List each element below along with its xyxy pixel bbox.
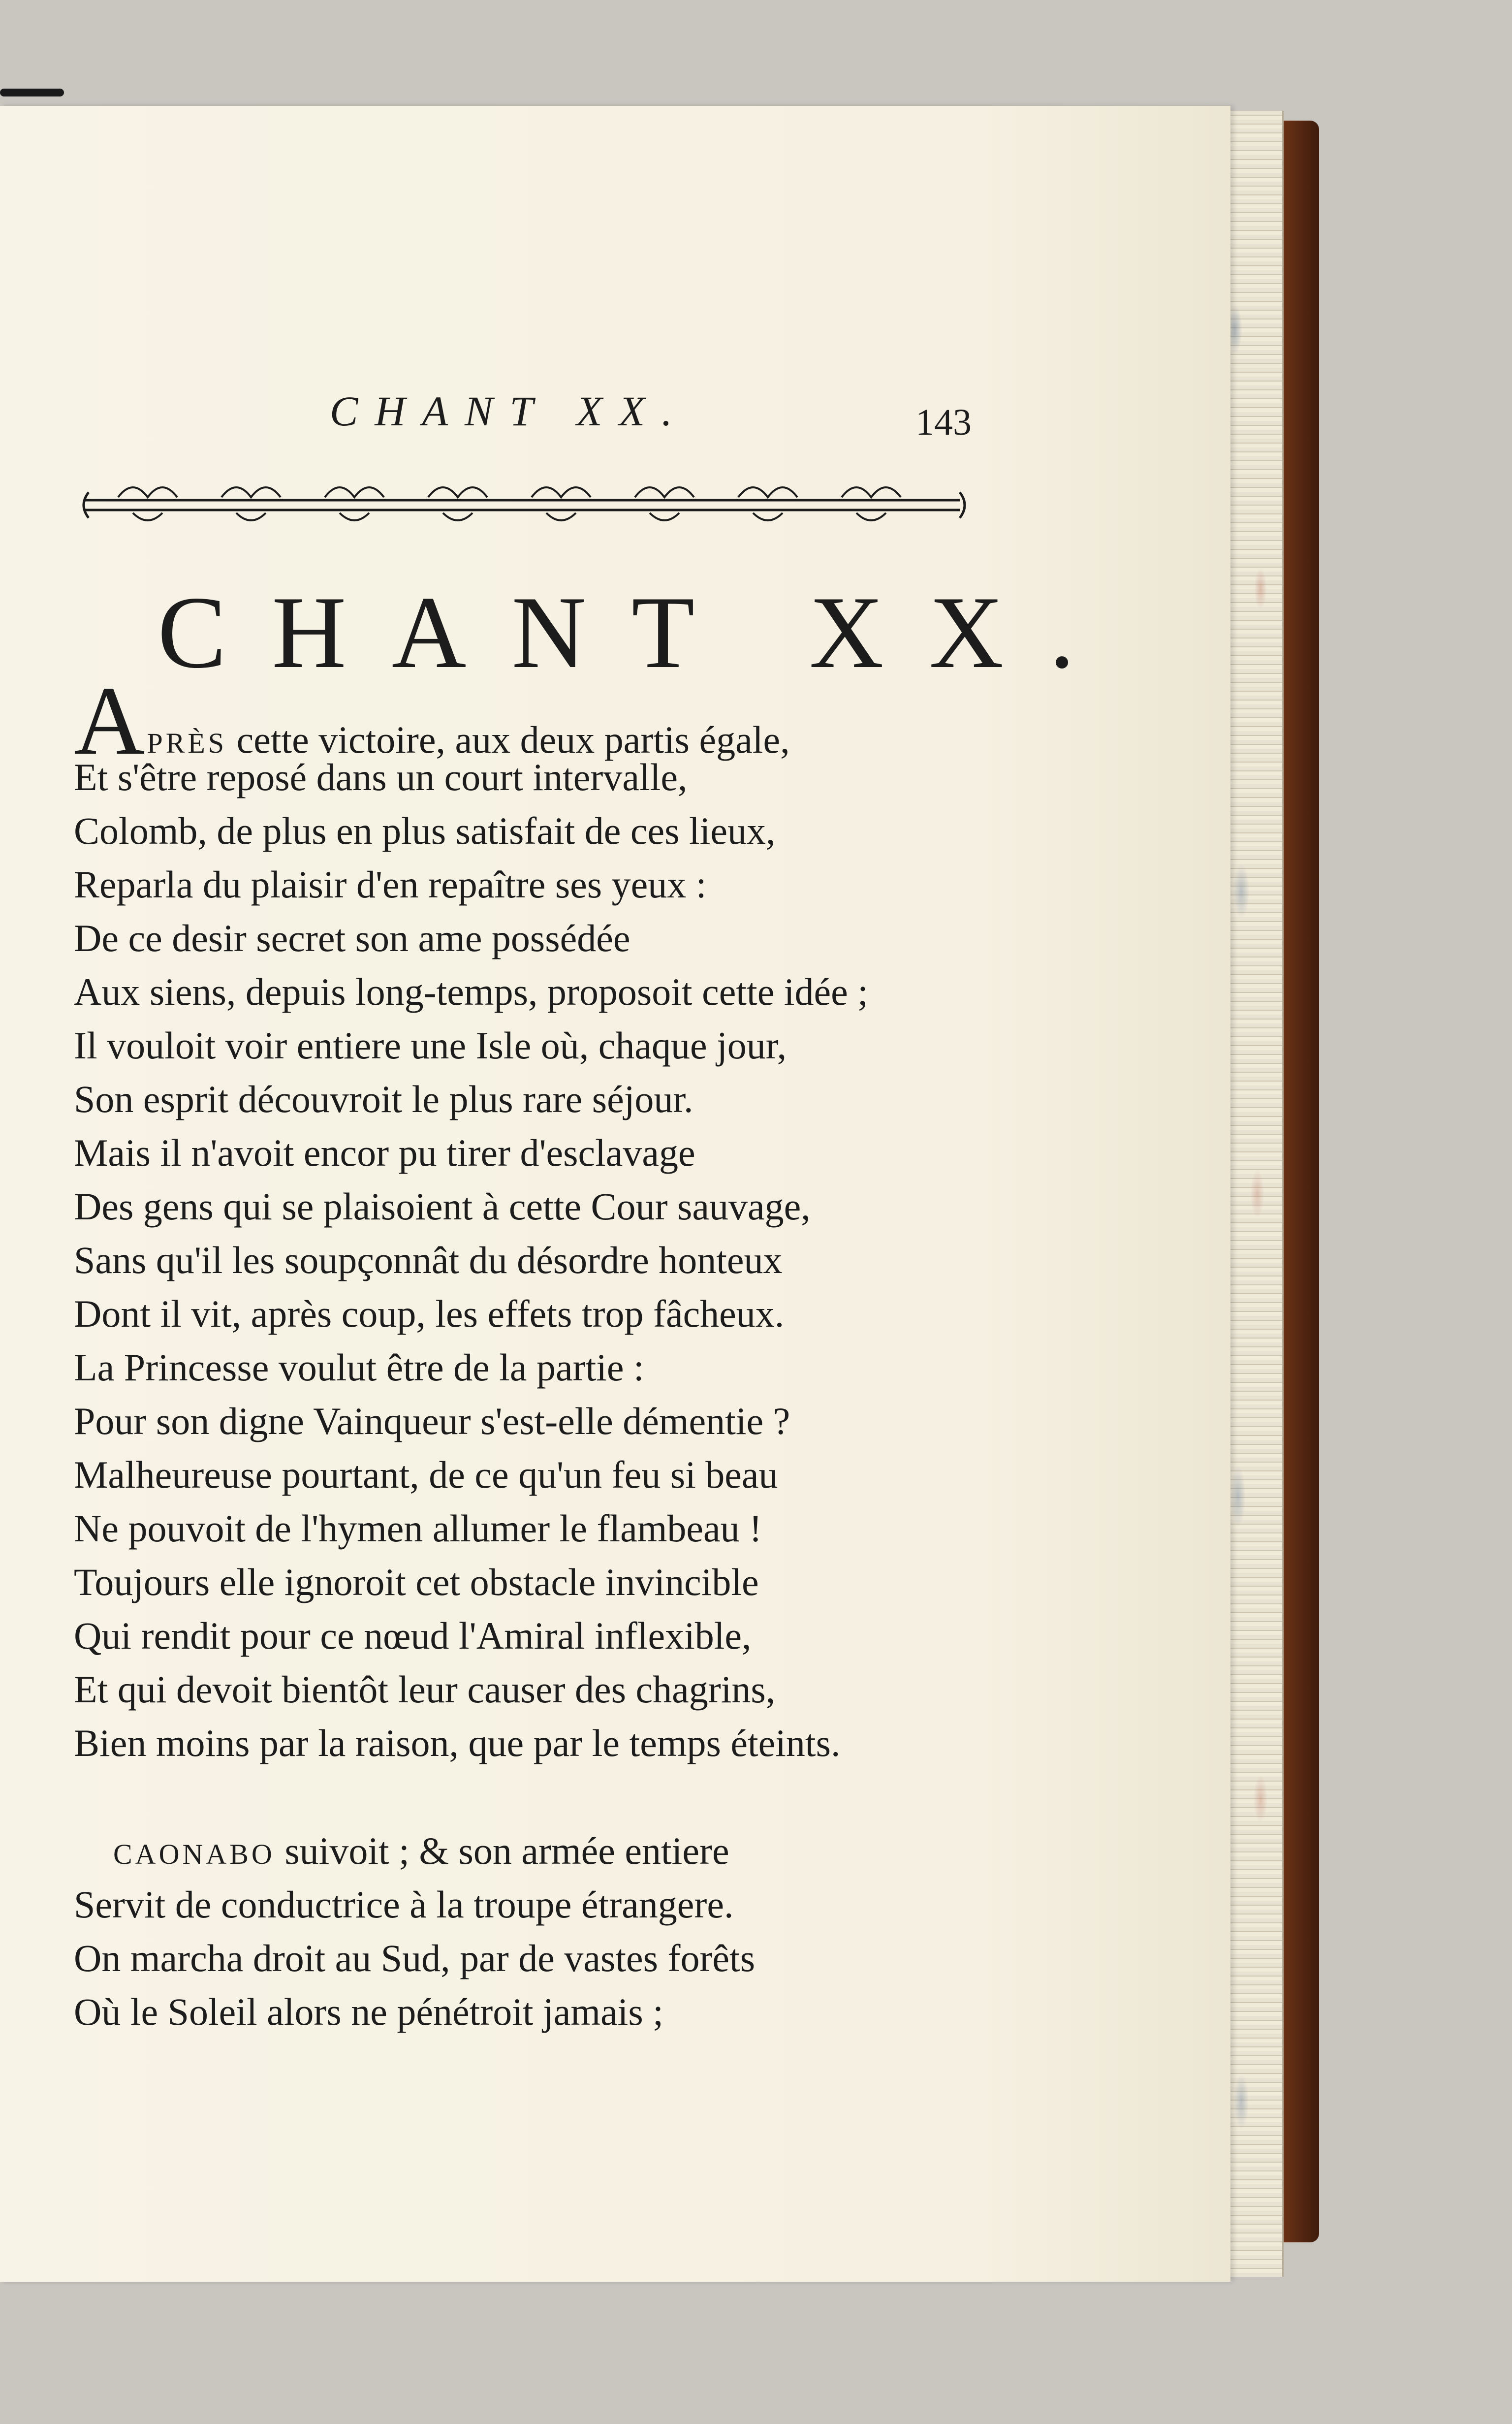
verse-line: On marcha droit au Sud, par de vastes forêts [74,1937,756,1979]
verse-line [74,1824,1009,1878]
verse-line: Bien moins par la raison, que par le temps éteints. [74,1722,841,1764]
verse-line: Toujours elle ignoroit cet obstacle invincible [74,1561,759,1603]
verse-line: Reparla du plaisir d'en repaître ses yeux : [74,863,707,906]
chapter-title: CHANT XX. [158,575,1120,690]
ornament-band [74,468,975,527]
drop-cap: A [74,667,145,775]
smallcaps-word: PRÈS [147,727,227,759]
verse-line: Ne pouvoit de l'hymen allumer le flambeau ! [74,1507,762,1550]
stanza-1 [74,667,1009,1770]
verse-line: De ce desir secret son ame possédée [74,917,630,959]
stanza-2 [74,1824,1009,2039]
bookmark-ribbon [0,89,64,96]
verse-line: Pour son digne Vainqueur s'est-elle démentie ? [74,1400,790,1442]
verse-line: Où le Soleil alors ne pénétroit jamais ; [74,1990,663,2033]
running-head: CHANT XX. [330,387,689,435]
verse-line: Servit de conductrice à la troupe étrangere. [74,1883,734,1926]
verse-line [74,667,1009,775]
verse-line: Et qui devoit bientôt leur causer des chagrins, [74,1668,776,1711]
page-number: 143 [915,402,972,443]
verse-line: Malheureuse pourtant, de ce qu'un feu si beau [74,1453,778,1496]
verse-line: Colomb, de plus en plus satisfait de ces lieux, [74,809,776,852]
smallcaps-word: CAONABO [113,1838,275,1870]
verse-line: Dont il vit, après coup, les effets trop fâcheux. [74,1292,785,1335]
verse-line: Il vouloit voir entiere une Isle où, chaque jour, [74,1024,787,1067]
verse-line: Des gens qui se plaisoient à cette Cour sauvage, [74,1185,811,1228]
verse-text: cette victoire, aux deux partis égale, [236,718,790,761]
verse-line: Sans qu'il les soupçonnât du désordre honteux [74,1239,783,1281]
verse-line: Aux siens, depuis long-temps, proposoit cette idée ; [74,970,868,1013]
verse-line: Mais il n'avoit encor pu tirer d'esclavage [74,1131,695,1174]
verse-line: La Princesse voulut être de la partie : [74,1346,644,1389]
book-page [0,106,1230,2282]
verse-line: Qui rendit pour ce nœud l'Amiral inflexible, [74,1614,752,1657]
verse-text: suivoit ; & son armée entiere [284,1829,729,1872]
verse-line: Son esprit découvroit le plus rare séjour. [74,1078,693,1120]
verse-line: Et s'être reposé dans un court intervalle, [74,756,688,798]
